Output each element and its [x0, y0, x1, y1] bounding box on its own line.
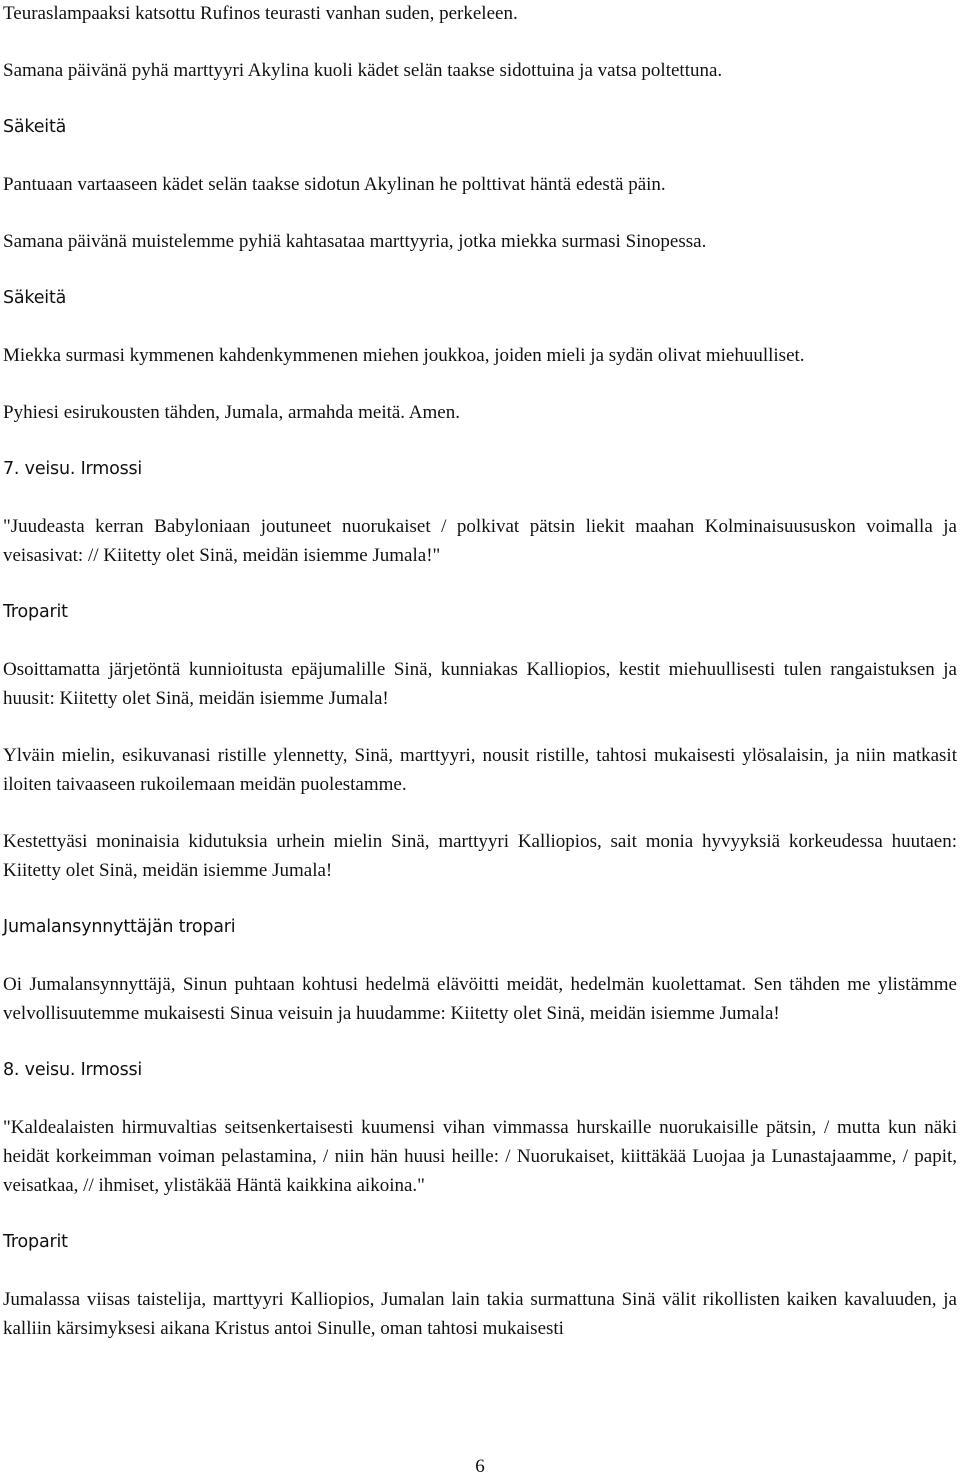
section-heading: Troparit [3, 602, 68, 622]
section-heading: Troparit [3, 1232, 68, 1252]
paragraph-gap [3, 85, 957, 113]
paragraph-gap [3, 713, 957, 741]
paragraph-gap [3, 1257, 957, 1285]
paragraph: Pantuaan vartaaseen kädet selän taakse sidotun Akylinan he polttivat häntä edestä päin. [3, 174, 666, 195]
paragraph-gap [3, 256, 957, 284]
paragraph-gap [3, 627, 957, 655]
paragraph-gap [3, 1028, 957, 1056]
section-heading: Säkeitä [3, 117, 67, 137]
paragraph-gap [3, 28, 957, 56]
paragraph-gap [3, 313, 957, 341]
paragraph: "Kaldealaisten hirmuvaltias seitsenkertaisesti kuumensi vihan vimmassa hurskaille nuorukaisille pätsin, / mutta kun näki heidät korkeimman voiman pelastamina, / niin hän huusi heille: / Nuorukaiset, kiittäkää Luojaa ja Lunastajaamme, / papit, veisatkaa, // ihmiset, ylistäkää Häntä kaikkina aikoina." [3, 1117, 957, 1196]
section-heading: 8. veisu. Irmossi [3, 1060, 143, 1080]
paragraph: Oi Jumalansynnyttäjä, Sinun puhtaan kohtusi hedelmä elävöitti meidät, hedelmän kuolettamat. Sen tähden me ylistämme velvollisuutemme mukaisesti Sinua veisuin ja huudamme: Kiitetty olet Sinä, meidän isiemme Jumala! [3, 974, 957, 1024]
paragraph: "Juudeasta kerran Babyloniaan joutuneet nuorukaiset / polkivat pätsin liekit maahan Kolminaisuususkon voimalla ja veisasivat: // Kiitetty olet Sinä, meidän isiemme Jumala!" [3, 516, 957, 566]
paragraph-gap [3, 1085, 957, 1113]
section-heading: 7. veisu. Irmossi [3, 459, 143, 479]
paragraph: Jumalassa viisas taistelija, marttyyri Kalliopios, Jumalan lain takia surmattuna Sinä välit rikollisten kaiken kavaluuden, ja kalliin kärsimyksesi aikana Kristus antoi Sinulle, oman tahtosi mukaisesti [3, 1289, 957, 1339]
paragraph: Ylväin mielin, esikuvanasi ristille ylennetty, Sinä, marttyyri, nousit ristille, tahtosi mukaisesti ylösalaisin, ja niin matkasit iloiten taivaaseen rukoilemaan meidän puolestamme. [3, 745, 957, 795]
page-number: 6 [475, 1456, 485, 1477]
paragraph-gap [3, 199, 957, 227]
paragraph: Osoittamatta järjetöntä kunnioitusta epäjumalille Sinä, kunniakas Kalliopios, kestit miehuullisesti tulen rangaistuksen ja huusit: Kiitetty olet Sinä, meidän isiemme Jumala! [3, 659, 957, 709]
paragraph-gap [3, 885, 957, 913]
paragraph: Samana päivänä pyhä marttyyri Akylina kuoli kädet selän taakse sidottuina ja vatsa poltettuna. [3, 60, 723, 81]
paragraph-gap [3, 1200, 957, 1228]
section-heading: Säkeitä [3, 288, 67, 308]
paragraph-gap [3, 142, 957, 170]
paragraph: Teuraslampaaksi katsottu Rufinos teurasti vanhan suden, perkeleen. [3, 3, 518, 24]
paragraph-gap [3, 570, 957, 598]
paragraph-gap [3, 427, 957, 455]
paragraph: Kestettyäsi moninaisia kidutuksia urhein mielin Sinä, marttyyri Kalliopios, sait monia hyvyyksiä korkeudessa huutaen: Kiitetty olet Sinä, meidän isiemme Jumala! [3, 831, 957, 881]
section-heading: Jumalansynnyttäjän tropari [3, 917, 236, 937]
paragraph: Samana päivänä muistelemme pyhiä kahtasataa marttyyria, jotka miekka surmasi Sinopessa. [3, 231, 707, 252]
paragraph: Pyhiesi esirukousten tähden, Jumala, armahda meitä. Amen. [3, 402, 460, 423]
paragraph-gap [3, 484, 957, 512]
paragraph-gap [3, 942, 957, 970]
paragraph-gap [3, 799, 957, 827]
document-page [3, 0, 957, 1343]
paragraph-gap [3, 370, 957, 398]
paragraph: Miekka surmasi kymmenen kahdenkymmenen miehen joukkoa, joiden mieli ja sydän olivat miehuulliset. [3, 345, 805, 366]
